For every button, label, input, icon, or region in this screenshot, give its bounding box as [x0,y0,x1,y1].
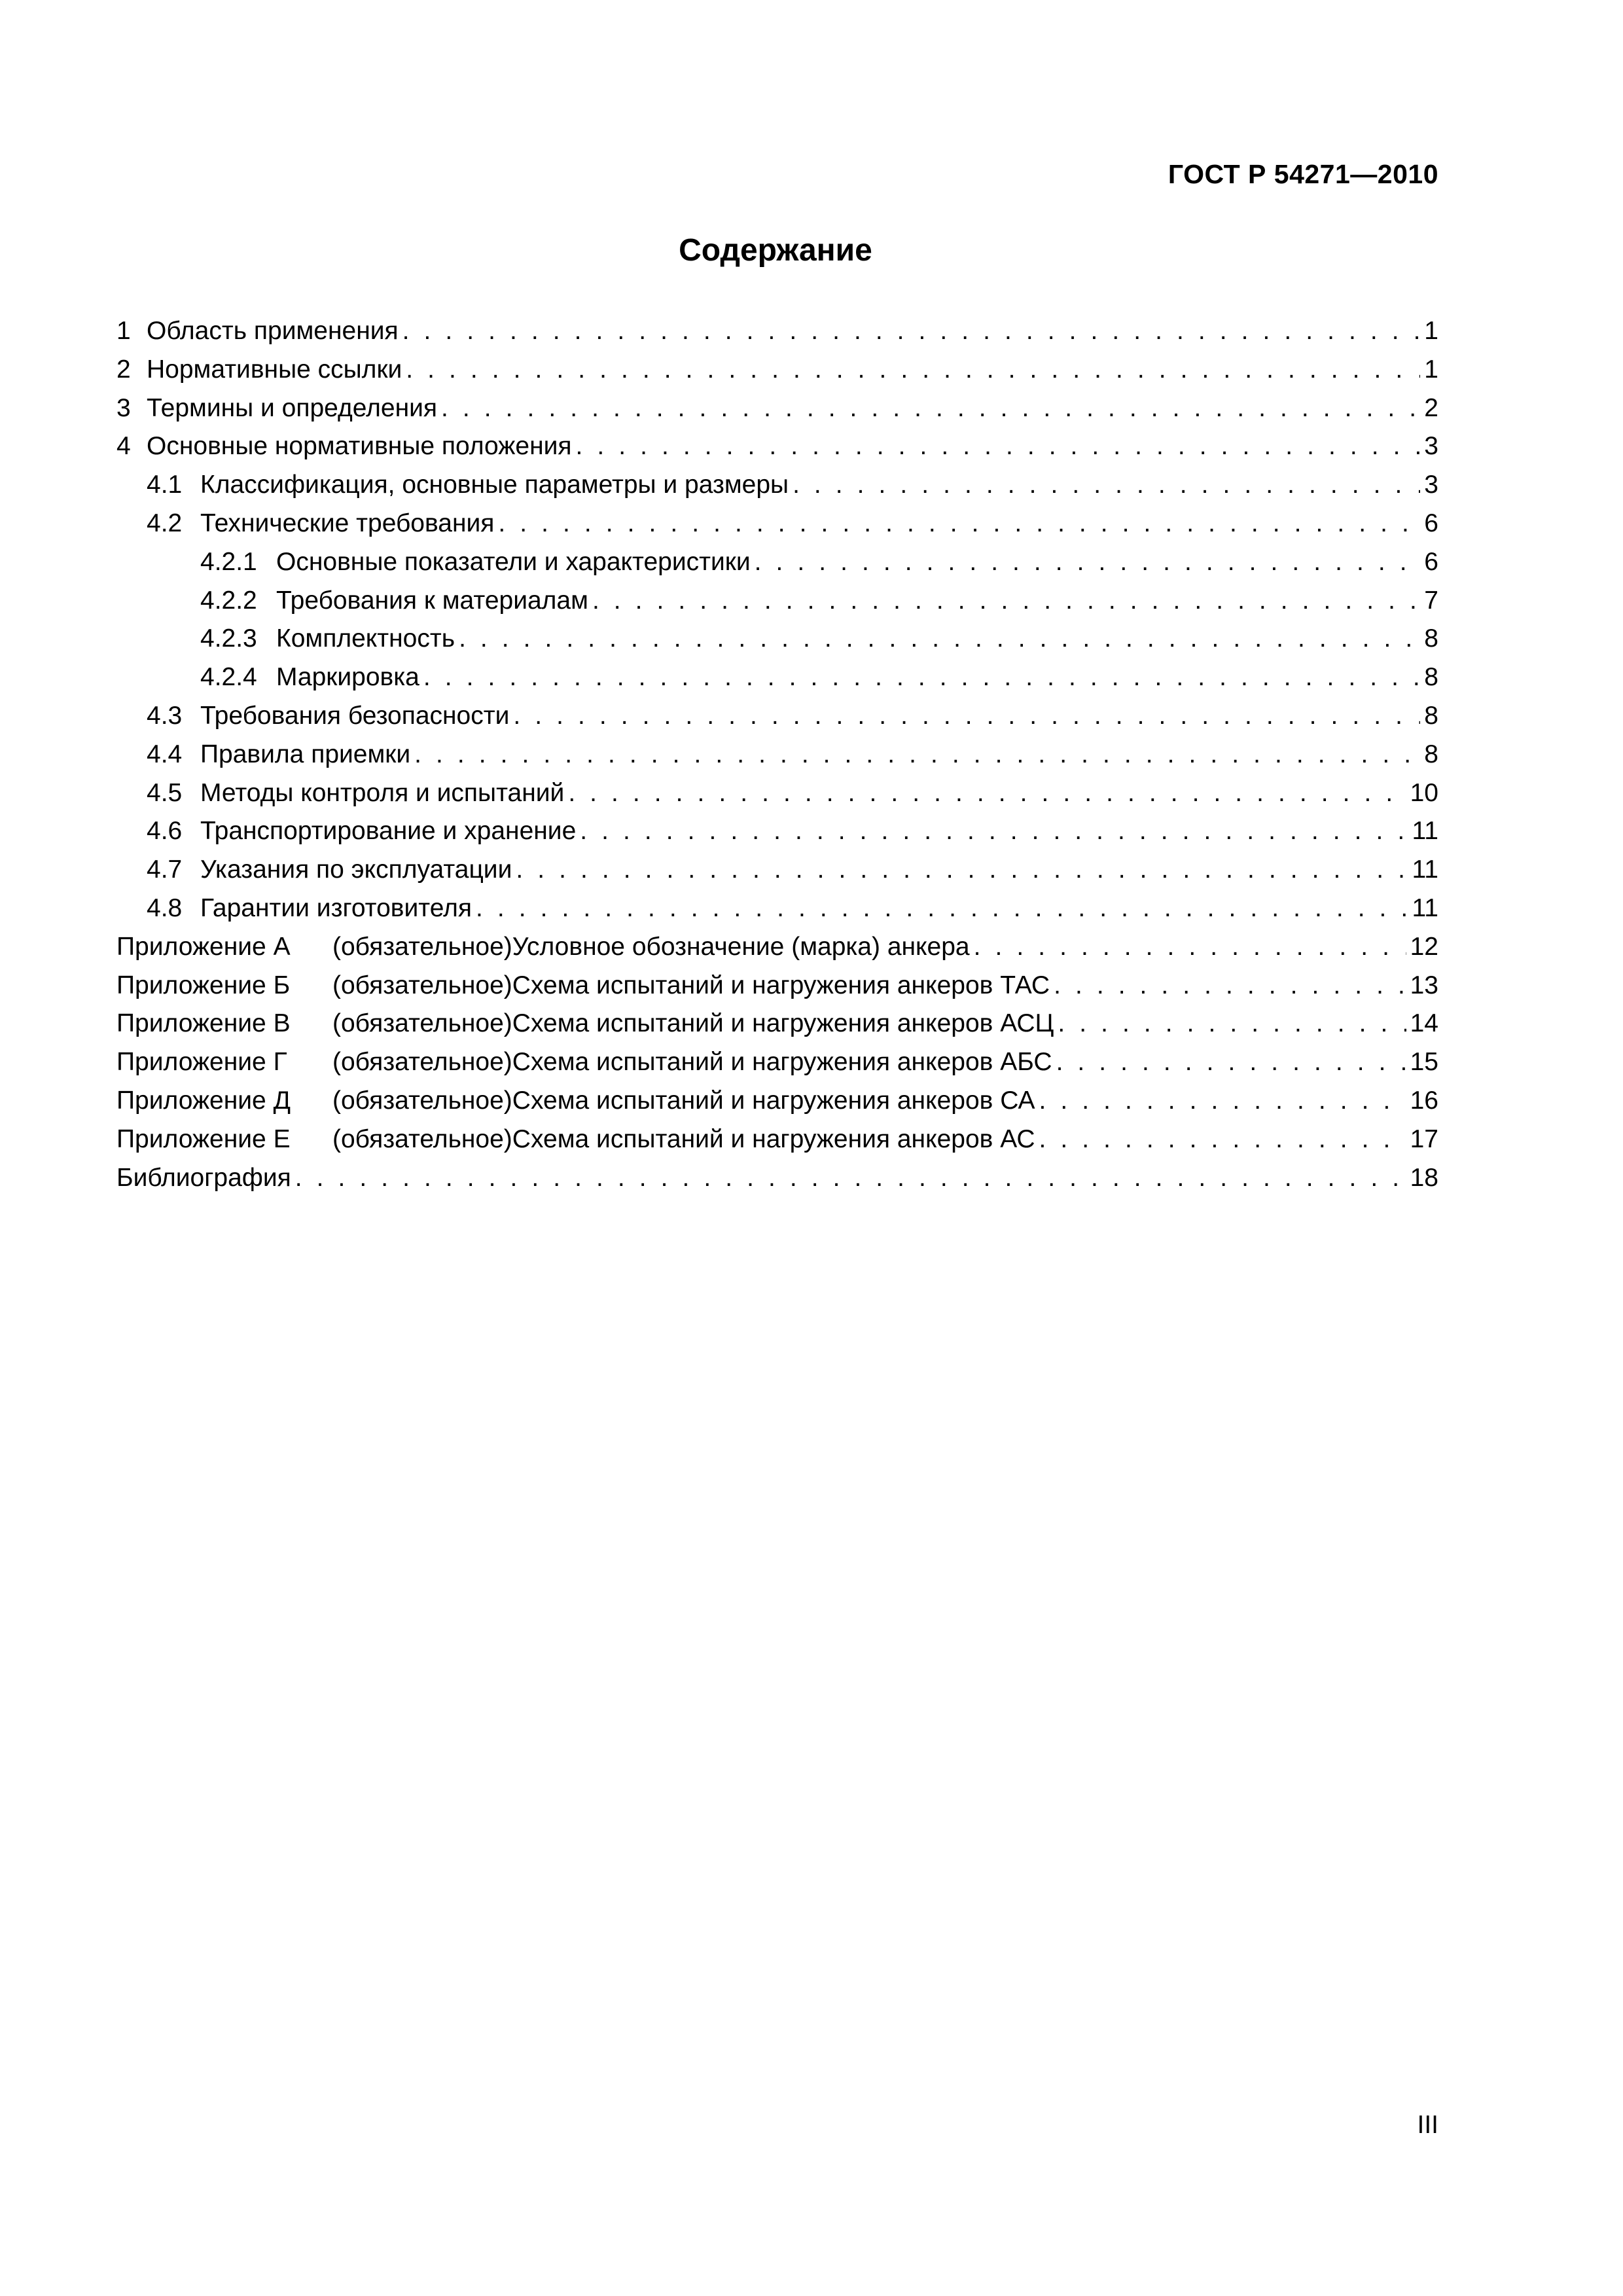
toc-title: Содержание [679,233,872,268]
dot-leader [576,427,1421,466]
dot-leader [580,812,1408,851]
toc-entry-label: Требования к материалам [276,586,588,615]
toc-entry-page: 6 [1424,509,1438,537]
toc-entry-appendix[interactable] [116,967,1438,1005]
toc-entry-label: Указания по эксплуатации [200,855,512,884]
toc-entry-page: 18 [1410,1163,1438,1192]
toc-entry-page: 11 [1412,817,1438,846]
toc-entry-number: 4.8 [147,893,183,922]
toc-entry-label: Схема испытаний и нагружения анкеров АСЦ [512,1009,1054,1038]
toc-entry-page: 13 [1410,971,1438,999]
toc-entry-number: 1 [116,317,131,345]
toc-entry-number: Приложение Д [116,1086,291,1115]
toc-entry-number: 4.3 [147,701,183,730]
toc-entry-appendix[interactable] [116,928,1438,967]
toc-entry-number: 4.2.1 [200,547,257,576]
toc-entry-label: Классификация, основные параметры и размеры [200,471,789,499]
toc-entry-number: Приложение Е [116,1124,291,1153]
toc-entry-category: (обязательное) [332,1009,512,1038]
toc-entry-page: 16 [1410,1086,1438,1115]
dot-leader [498,505,1420,543]
toc-entry[interactable] [116,466,1438,505]
toc-entry-number: 4.1 [147,471,183,499]
toc-entry-number: Приложение Б [116,971,291,999]
toc-entry-category: (обязательное) [332,1086,512,1115]
toc-entry-number: Приложение Г [116,1048,287,1077]
toc-entry[interactable] [116,389,1438,428]
toc-entry[interactable] [116,505,1438,543]
toc-entry-category: (обязательное) [332,971,512,999]
dot-leader [406,351,1420,389]
toc-entry-number: 4 [116,432,131,461]
page-number: III [1417,2111,1438,2139]
toc-entry-number: 4.5 [147,778,183,807]
dot-leader [476,889,1408,928]
toc-entry[interactable] [116,427,1438,466]
table-of-contents [116,312,1438,1197]
toc-entry[interactable] [116,351,1438,389]
toc-entry-category: (обязательное) [332,1048,512,1077]
toc-entry-number: 4.6 [147,817,183,846]
dot-leader [755,543,1421,582]
toc-entry-page: 6 [1424,547,1438,576]
toc-entry-page: 8 [1424,701,1438,730]
toc-entry[interactable] [116,582,1438,620]
dot-leader [414,736,1420,774]
toc-entry[interactable] [116,736,1438,774]
toc-entry[interactable] [116,697,1438,736]
toc-entry[interactable] [116,889,1438,928]
toc-entry-label: Область применения [147,317,399,345]
toc-entry-page: 1 [1424,355,1438,384]
toc-entry[interactable] [116,812,1438,851]
toc-entry-page: 12 [1410,932,1438,961]
toc-entry-number: 4.2.4 [200,663,257,692]
toc-entry[interactable] [116,620,1438,658]
toc-entry-label: Требования безопасности [200,701,510,730]
toc-entry-page: 2 [1424,393,1438,422]
toc-entry-category: (обязательное) [332,1124,512,1153]
toc-entry-page: 3 [1424,432,1438,461]
toc-entry-appendix[interactable] [116,1121,1438,1159]
dot-leader [1039,1121,1406,1159]
toc-entry-label: Комплектность [276,624,455,653]
toc-entry-page: 7 [1424,586,1438,615]
toc-entry-label: Схема испытаний и нагружения анкеров АБС [512,1048,1052,1077]
toc-entry-number: 3 [116,393,131,422]
dot-leader [793,466,1420,505]
dot-leader [1056,1043,1406,1082]
toc-entry[interactable] [116,851,1438,889]
toc-entry-number: 2 [116,355,131,384]
toc-entry[interactable] [116,543,1438,582]
toc-entry-label: Нормативные ссылки [147,355,402,384]
toc-entry-page: 3 [1424,471,1438,499]
dot-leader [402,312,1421,351]
toc-entry-appendix[interactable] [116,1005,1438,1043]
toc-entry-label: Условное обозначение (марка) анкера [512,932,970,961]
toc-entry-label: Схема испытаний и нагружения анкеров АС [512,1124,1035,1153]
dot-leader [974,928,1406,967]
toc-entry-page: 8 [1424,740,1438,768]
toc-entry-page: 17 [1410,1124,1438,1153]
toc-entry-number: Приложение В [116,1009,291,1038]
toc-entry-page: 10 [1410,778,1438,807]
dot-leader [568,774,1406,813]
dot-leader [1054,967,1406,1005]
toc-entry-number: 4.2 [147,509,183,537]
toc-entry-number: 4.7 [147,855,183,884]
toc-entry-number: 4.4 [147,740,183,768]
dot-leader [513,697,1420,736]
toc-entry-number: 4.2.3 [200,624,257,653]
toc-entry-number: 4.2.2 [200,586,257,615]
toc-entry-label: Маркировка [276,663,419,692]
toc-entry-label: Термины и определения [147,393,438,422]
toc-entry-number: Приложение А [116,932,291,961]
toc-entry-label: Технические требования [200,509,495,537]
toc-entry-page: 1 [1424,317,1438,345]
toc-entry-bibliography[interactable] [116,1159,1438,1198]
toc-entry-label: Схема испытаний и нагружения анкеров ТАС [512,971,1050,999]
dot-leader [592,582,1420,620]
toc-entry-appendix[interactable] [116,1082,1438,1121]
toc-entry-page: 11 [1412,855,1438,884]
toc-entry[interactable] [116,312,1438,351]
dot-leader [1039,1082,1406,1121]
toc-entry-label: Транспортирование и хранение [200,817,577,846]
dot-leader [516,851,1408,889]
toc-entry-category: (обязательное) [332,932,512,961]
document-code: ГОСТ Р 54271—2010 [1168,159,1438,189]
toc-entry-page: 14 [1410,1009,1438,1038]
toc-entry-page: 8 [1424,663,1438,692]
toc-entry-label: Основные нормативные положения [147,432,572,461]
toc-entry-label: Правила приемки [200,740,411,768]
toc-entry-label: Основные показатели и характеристики [276,547,751,576]
toc-entry-label: Библиография [116,1163,291,1192]
toc-entry[interactable] [116,658,1438,697]
toc-entry-page: 11 [1412,893,1438,922]
dot-leader [459,620,1420,658]
toc-entry-appendix[interactable] [116,1043,1438,1082]
toc-entry-label: Гарантии изготовителя [200,893,472,922]
dot-leader [1058,1005,1406,1043]
toc-entry-label: Схема испытаний и нагружения анкеров СА [512,1086,1035,1115]
toc-entry-page: 15 [1410,1048,1438,1077]
dot-leader [423,658,1420,697]
toc-entry-label: Методы контроля и испытаний [200,778,565,807]
dot-leader [295,1159,1406,1198]
toc-entry[interactable] [116,774,1438,813]
toc-entry-page: 8 [1424,624,1438,653]
dot-leader [441,389,1420,428]
